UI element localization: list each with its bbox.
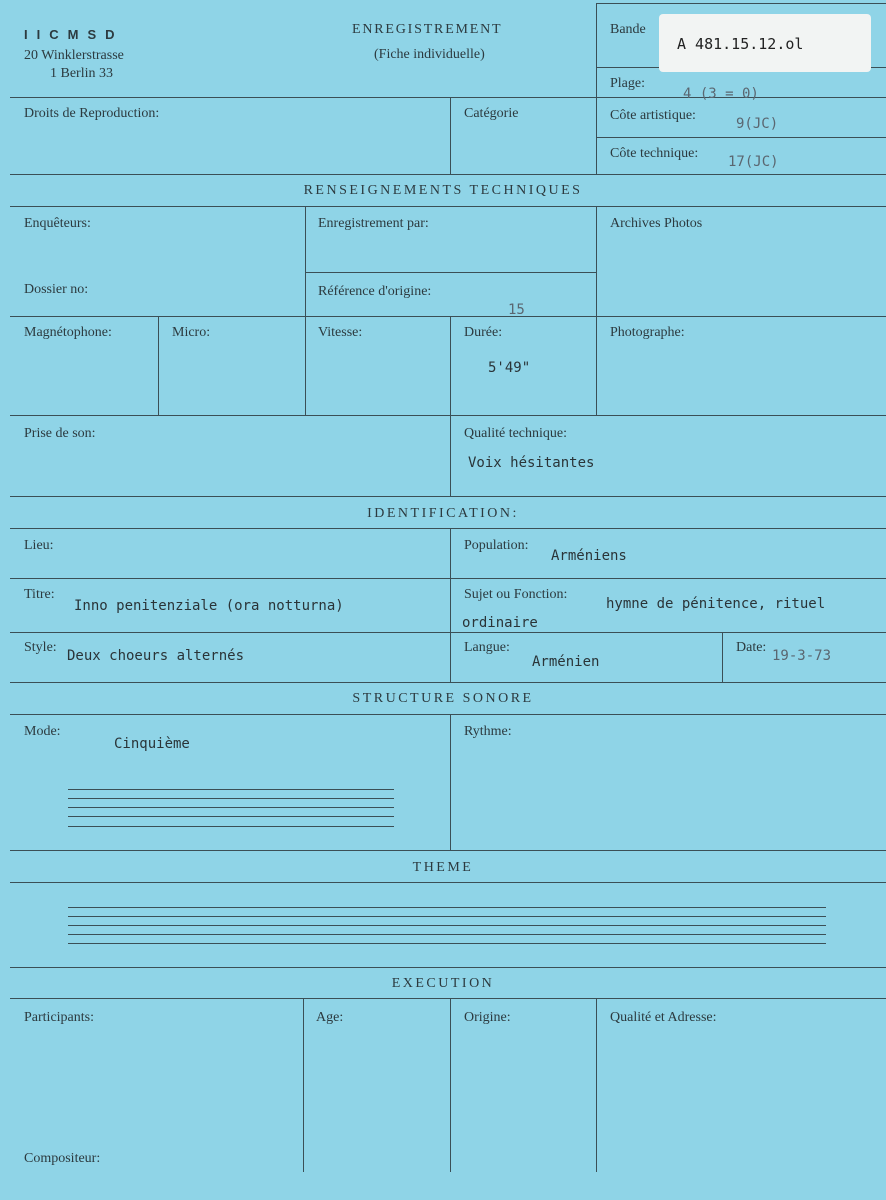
- compositeur-label: Compositeur:: [24, 1151, 101, 1166]
- vrule-categorie: [450, 97, 451, 174]
- cote-artistique-note: 4 (3 = 0): [683, 86, 759, 102]
- section-title-execution: EXECUTION: [391, 976, 495, 991]
- form-subtitle: (Fiche individuelle): [374, 47, 485, 62]
- cote-artistique-label: Côte artistique:: [610, 108, 696, 123]
- vrule-tech-1: [305, 206, 306, 415]
- micro-label: Micro:: [172, 325, 211, 340]
- address-line-1: 20 Winklerstrasse: [24, 48, 124, 63]
- rule-titre: [10, 632, 886, 633]
- bande-label: Bande: [610, 22, 646, 37]
- enregistrement-par-label: Enregistrement par:: [318, 216, 429, 231]
- section-title-identification: IDENTIFICATION:: [367, 506, 519, 521]
- duree-value: 5'49": [488, 360, 531, 376]
- droits-label: Droits de Reproduction:: [24, 106, 160, 121]
- style-label: Style:: [24, 640, 57, 655]
- plage-label: Plage:: [610, 76, 645, 91]
- mode-staff-line: [68, 789, 394, 790]
- date-value: 19-3-73: [772, 648, 832, 664]
- rule-dossier: [10, 316, 886, 317]
- rule-lieu: [10, 578, 886, 579]
- age-label: Age:: [316, 1010, 344, 1025]
- rule-style: [10, 682, 886, 683]
- cote-technique-value: 17(JC): [728, 154, 779, 170]
- vrule-date: [722, 632, 723, 682]
- theme-staff-line: [68, 943, 826, 944]
- sujet-value-line-1: hymne de pénitence, rituel: [606, 596, 826, 612]
- qualite-technique-value: Voix hésitantes: [468, 455, 595, 471]
- rythme-label: Rythme:: [464, 724, 512, 739]
- mode-staff-line: [68, 807, 394, 808]
- top-rule: [596, 3, 886, 4]
- mode-label: Mode:: [24, 724, 61, 739]
- cote-artistique-value: 9(JC): [736, 116, 779, 132]
- vrule-origine: [450, 998, 451, 1172]
- cote-technique-label: Côte technique:: [610, 146, 699, 161]
- mode-value: Cinquième: [114, 736, 190, 752]
- lieu-label: Lieu:: [24, 538, 54, 553]
- titre-value: Inno penitenziale (ora notturna): [74, 598, 344, 614]
- reference-value: 15: [508, 302, 525, 318]
- form-title: ENREGISTREMENT: [352, 22, 503, 37]
- section-title-technical: RENSEIGNEMENTS TECHNIQUES: [303, 183, 583, 198]
- dossier-label: Dossier no:: [24, 282, 89, 297]
- style-value: Deux choeurs alternés: [67, 648, 245, 664]
- langue-label: Langue:: [464, 640, 510, 655]
- mode-staff-line: [68, 798, 394, 799]
- vrule-micro: [158, 316, 159, 415]
- vrule-age: [303, 998, 304, 1172]
- address-line-2: 1 Berlin 33: [50, 66, 113, 81]
- theme-staff-line: [68, 916, 826, 917]
- bande-value: A 481.15.12.ol: [677, 35, 804, 53]
- population-value: Arméniens: [551, 548, 627, 564]
- duree-label: Durée:: [464, 325, 503, 340]
- vrule-qualite: [596, 998, 597, 1172]
- categorie-label: Catégorie: [464, 106, 519, 121]
- enqueteurs-label: Enquêteurs:: [24, 216, 91, 231]
- reference-label: Référence d'origine:: [318, 284, 432, 299]
- vrule-duree: [450, 316, 451, 496]
- langue-value: Arménien: [532, 654, 600, 670]
- rule-rights: [10, 174, 886, 175]
- rule-ident-title: [10, 528, 886, 529]
- qualite-adresse-label: Qualité et Adresse:: [610, 1010, 717, 1025]
- qualite-technique-label: Qualité technique:: [464, 426, 568, 441]
- vrule-header-right: [596, 3, 597, 174]
- theme-staff-line: [68, 907, 826, 908]
- rule-enregistrement: [305, 272, 596, 273]
- date-label: Date:: [736, 640, 767, 655]
- rule-prise: [10, 496, 886, 497]
- rule-structure: [10, 850, 886, 851]
- mode-staff-line: [68, 816, 394, 817]
- org-name: IICMSD: [24, 27, 124, 42]
- rule-cote: [596, 137, 886, 138]
- sujet-label: Sujet ou Fonction:: [464, 587, 568, 602]
- vrule-rythme: [450, 714, 451, 850]
- theme-staff-line: [68, 934, 826, 935]
- sujet-value-line-2: ordinaire: [462, 615, 538, 631]
- magnetophone-label: Magnétophone:: [24, 325, 112, 340]
- mode-staff-line: [68, 826, 394, 827]
- section-title-structure: STRUCTURE SONORE: [352, 691, 534, 706]
- titre-label: Titre:: [24, 587, 55, 602]
- prise-de-son-label: Prise de son:: [24, 426, 96, 441]
- origine-label: Origine:: [464, 1010, 511, 1025]
- vrule-tech-2: [596, 206, 597, 415]
- rule-structure-title: [10, 714, 886, 715]
- photographe-label: Photographe:: [610, 325, 685, 340]
- bande-label-sticker: [659, 14, 871, 72]
- rule-tech-title: [10, 206, 886, 207]
- theme-staff-line: [68, 925, 826, 926]
- participants-label: Participants:: [24, 1010, 94, 1025]
- vitesse-label: Vitesse:: [318, 325, 363, 340]
- rule-exec-title: [10, 998, 886, 999]
- population-label: Population:: [464, 538, 529, 553]
- vrule-ident: [450, 528, 451, 682]
- rule-equipment: [10, 415, 886, 416]
- rule-theme: [10, 967, 886, 968]
- archives-photos-label: Archives Photos: [610, 216, 703, 231]
- section-title-theme: THEME: [412, 860, 474, 875]
- rule-theme-title: [10, 882, 886, 883]
